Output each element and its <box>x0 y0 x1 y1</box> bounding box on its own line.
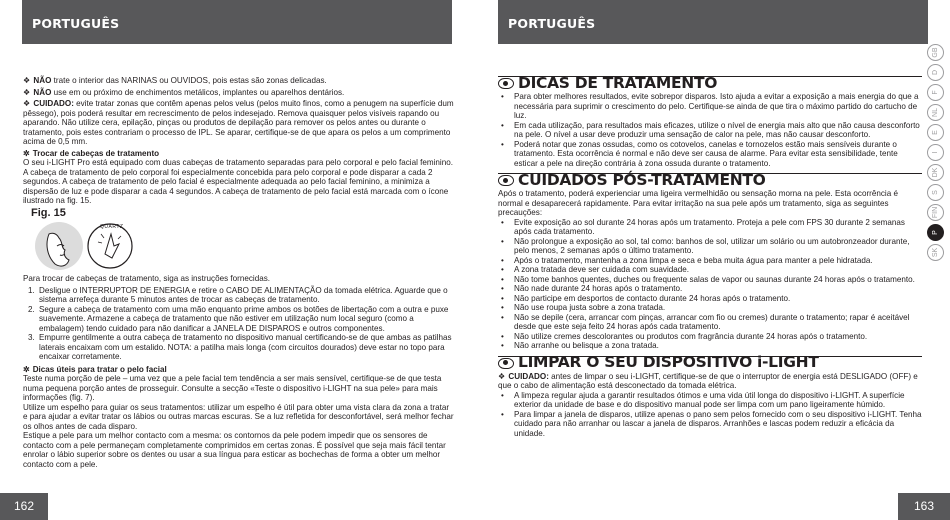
paragraph-cuidados-intro: Após o tratamento, poderá experienciar uma ligeira vermelhidão ou sensação morna na pele. Esta ocorrência é normal e desaparecerá rapidamente. Para evitar irritação na sua pele após um tratamento, siga as seguintes precauções: <box>498 189 898 217</box>
language-tab-fin[interactable]: FIN <box>927 204 944 221</box>
language-tab-sk[interactable]: SK <box>927 244 944 261</box>
page-number: 162 <box>0 493 48 520</box>
list-item: • Poderá notar que zonas ossudas, como os cotovelos, canelas e tornozelos estão mais sensíveis durante o tratamento. Esta ocorrência é normal e não deve ser causa de alarme. Para evitar esta sensibilidade, tente esticar a pele na direção contrária à zona ossuda durante o tratamento. <box>512 140 922 169</box>
right-page <box>478 0 950 520</box>
section-title-dicas <box>498 73 922 92</box>
list-item: • Não utilize cremes descolorantes ou produtos com fragrância durante 24 horas após o tratamento. <box>512 332 922 342</box>
list-item: • A zona tratada deve ser cuidada com suavidade. <box>512 265 922 275</box>
list-item: • Para limpar a janela de disparos, utilize apenas o pano sem pelos fornecido com o seu dispositivo i-LIGHT. Tenha cuidado para não arranhar ou lascar a janela de disparos. Arranhões e lascas podem reduzir a eficácia da unidade. <box>512 410 922 439</box>
caution-vellus <box>23 99 455 147</box>
list-item: • Não nade durante 24 horas após o tratamento. <box>512 284 922 294</box>
warning-label: NÃO <box>33 87 52 97</box>
caution-label: CUIDADO: <box>508 371 549 381</box>
warning-text: trate o interior das NARINAS ou OUVIDOS, pois estas são zonas delicadas. <box>51 76 327 85</box>
subheading-trocar <box>23 149 455 159</box>
language-tab-p[interactable]: P <box>927 224 944 241</box>
list-item: • Não se depile (cera, arrancar com pinças, arrancar com fio ou cremes) durante o tratamento; rapar é aceitável desde que este seja feito 24 horas após cada tratamento. <box>512 313 922 332</box>
dicas-list <box>512 92 922 168</box>
subheading-text: Trocar de cabeças de tratamento <box>32 148 160 158</box>
language-tab-f[interactable]: F <box>927 84 944 101</box>
page-number: 163 <box>898 493 950 520</box>
figure-label: Fig. 15 <box>31 206 66 219</box>
paragraph-dicas-1: Teste numa porção de pele – uma vez que a pele facial tem tendência a ser mais sensível, certifique-se de que testa numa pequena porção antes de prosseguir. Consulte a secção «Teste o dispositivo i-LIGHT na sua pele» para mais informações (fig. 7). <box>23 374 442 402</box>
quartz-badge-label: QUARTZ <box>100 224 124 230</box>
warning-icon: ❖ <box>23 99 31 108</box>
eye-icon <box>498 358 514 369</box>
language-tab-nl[interactable]: NL <box>927 104 944 121</box>
warning-metal <box>23 88 455 98</box>
subheading-text: Dicas úteis para tratar o pelo facial <box>32 364 167 374</box>
eye-icon <box>498 175 514 186</box>
section-title-limpar <box>498 353 922 372</box>
left-column <box>23 76 455 471</box>
right-column <box>498 73 922 438</box>
caution-text: antes de limpar o seu i-LIGHT, certifique-se de que o interruptor de energia está DESLIGADO (OFF) e que o cabo de alimentação está desconectado da tomada elétrica. <box>498 371 918 390</box>
caution-label: CUIDADO: <box>33 99 74 108</box>
figure-15 <box>35 220 135 272</box>
list-item: • Após o tratamento, mantenha a zona limpa e seca e beba muita água para manter a pele hidratada. <box>512 256 922 266</box>
section-title-text: LIMPAR O SEU DISPOSITIVO i-LIGHT <box>518 353 819 372</box>
section-title-cuidados <box>498 170 922 189</box>
limpar-list <box>512 391 922 439</box>
paragraph-trocar: O seu i-LIGHT Pro está equipado com duas cabeças de tratamento separadas para pelo corporal e pelo facial feminino. A cabeça de tratamento de pelo corporal foi especialmente concebida para pelo corporal e pode disparar a cada 2 segundos. A cabeça de tratamento de pelo facial é especialmente adequada ao pelo facial feminino, a minimiza a dispersão de luz e pode disparar a cada 4 segundos. A cabeça de tratamento de pelo facial está marcada com o ícone ilustrado na fig. 15. <box>23 158 453 205</box>
list-item: 3. Empurre gentilmente a outra cabeça de tratamento no dispositivo manual certificando-se de que ambas as patilhas laterais encaixam com um estalido. NOTA: a patilha mais longa (com circuitos dourados) deve estar no topo para encaixar corretamente. <box>37 333 455 362</box>
paragraph-para-trocar: Para trocar de cabeças de tratamento, siga as instruções fornecidas. <box>23 274 270 283</box>
section-title-text: DICAS DE TRATAMENTO <box>518 73 718 92</box>
paragraph-dicas-2: Utilize um espelho para guiar os seus tratamentos: utilizar um espelho é útil para obter uma vista clara da zona a tratar e para ajudar a evitar tratar os lábios ou outras marcas escuras. Se a luz refletida for desconfortável, será melhor fechar os olhos antes de cada disparo. <box>23 402 454 431</box>
warning-icon: ❖ <box>498 371 506 381</box>
list-item: • Não participe em desportos de contacto durante 24 horas após o tratamento. <box>512 294 922 304</box>
subheading-dicas <box>23 365 455 375</box>
list-item: • Não prolongue a exposição ao sol, tal como: banhos de sol, utilizar um solário ou um autobronzeador durante, pelo menos, 2 semanas após o último tratamento. <box>512 237 922 256</box>
cuidados-list <box>512 218 922 351</box>
warning-nostrils <box>23 76 455 86</box>
list-item: • Não tome banhos quentes, duches ou frequente salas de vapor ou saunas durante 24 horas após o tratamento. <box>512 275 922 285</box>
right-header: PORTUGUÊS <box>498 0 928 44</box>
caution-cleaning <box>498 372 922 391</box>
left-header: PORTUGUÊS <box>22 0 452 44</box>
list-item: • Não use roupa justa sobre a zona tratada. <box>512 303 922 313</box>
list-item: • Não arranhe ou belisque a zona tratada. <box>512 341 922 351</box>
steps-list <box>37 286 455 362</box>
language-tabs <box>924 44 946 261</box>
list-item: • Evite exposição ao sol durante 24 horas após um tratamento. Proteja a pele com FPS 30 durante 2 semanas após cada tratamento. <box>512 218 922 237</box>
warning-text: use em ou próximo de enchimentos metálicos, implantes ou aparelhos dentários. <box>51 87 345 97</box>
section-title-text: CUIDADOS PÓS-TRATAMENTO <box>518 170 766 189</box>
list-item: • Para obter melhores resultados, evite sobrepor disparos. Isto ajuda a evitar a exposição a mais energia do que a necessária para suprimir o crescimento do pelo. Certifique-se ainda de que tira o máximo partido do cartucho de luz. <box>512 92 922 121</box>
warning-icon: ❖ <box>23 76 31 85</box>
caution-text: evite tratar zonas que contêm apenas pelos velus (pelos muito finos, como a penugem na superfície dum pêssego), pois poderá resultar em recrescimento de pelos indesejado. Remova quaisquer pelos visíveis rapando ou aparando. Não utilize cera, epilação, pinças ou produtos de depilação para remover os pelos antes ou durante o tratamento, pois estes contrariam o processo de IPL. Se aparar, certifique-se de que apara os pelos a um comprimento acima de 0,5 mm. <box>23 99 454 146</box>
language-tab-dk[interactable]: DK <box>927 164 944 181</box>
list-item: 2. Segure a cabeça de tratamento com uma mão enquanto prime ambos os botões de libertação com a outra e puxe suavemente. Armazene a cabeça de tratamento que não estiver em utilização num local seguro (como a embalagem) tendo cuidado para não danificar a JANELA DE DISPAROS e outros componentes. <box>37 305 455 334</box>
gear-icon: ✲ <box>23 364 30 374</box>
language-tab-s[interactable]: S <box>927 184 944 201</box>
paragraph-dicas-3: Estique a pele para um melhor contacto com a mesma: os contornos da pele podem impedir que os sensores de contacto com a pele permaneçam completamente comprimidos em certas zonas. É possível que seja mais fácil tentar enrolar o lábio superior sobre os dentes ou usar a sua língua para esticar as bochechas de forma a obter um melhor contacto com a pele. <box>23 431 446 469</box>
eye-icon <box>498 78 514 89</box>
warning-label: NÃO <box>33 76 52 85</box>
language-tab-e[interactable]: E <box>927 124 944 141</box>
left-page <box>0 0 472 520</box>
list-item: 1. Desligue o INTERRUPTOR DE ENERGIA e retire o CABO DE ALIMENTAÇÃO da tomada elétrica. Aguarde que o sistema arrefeça durante 5 minutos antes de trocar as cabeças de tratamento. <box>37 286 455 305</box>
gear-icon: ✲ <box>23 148 30 158</box>
language-tab-gb[interactable]: GB <box>927 44 944 61</box>
language-tab-i[interactable]: I <box>927 144 944 161</box>
language-tab-d[interactable]: D <box>927 64 944 81</box>
list-item: • Em cada utilização, para resultados mais eficazes, utilize o nível de energia mais alto que não causa desconforto na pele. O nível a usar deve produzir uma sensação de calor na pele, mas não causar desconforto. <box>512 121 922 140</box>
list-item: • A limpeza regular ajuda a garantir resultados ótimos e uma vida útil longa do dispositivo i-LIGHT. A superfície exterior da unidade de base e do dispositivo manual pode ser limpa com um pano ligeiramente húmido. <box>512 391 922 410</box>
warning-icon: ❖ <box>23 87 31 97</box>
